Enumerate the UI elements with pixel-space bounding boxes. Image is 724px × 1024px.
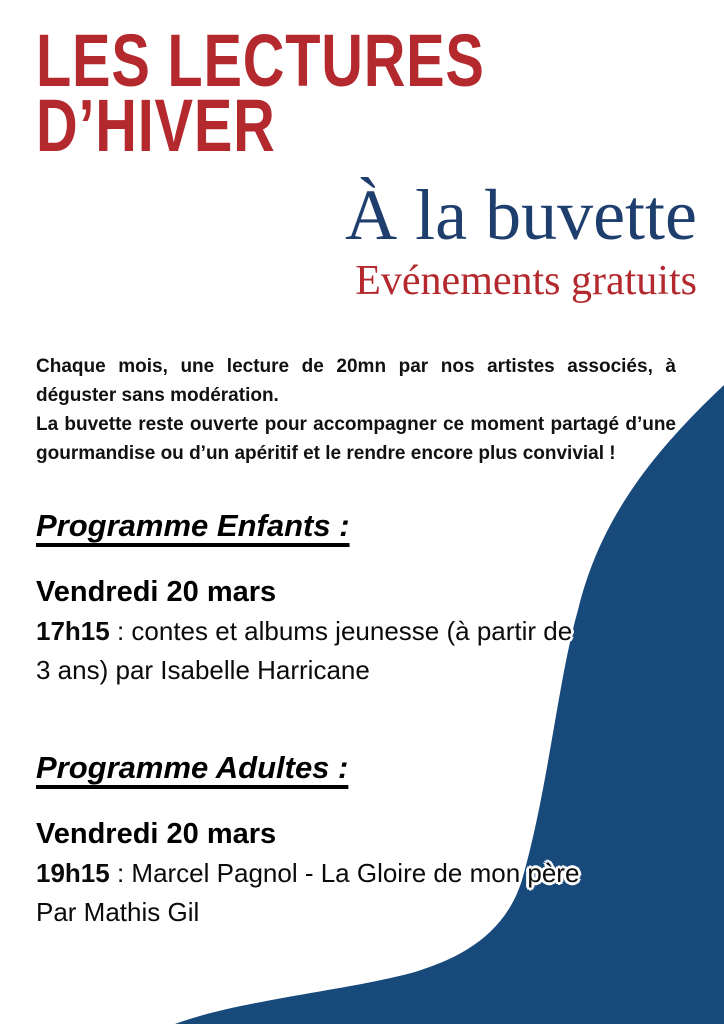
intro-line: Chaque mois, une lecture de 20mn par nos artistes associés, à [36,356,676,377]
event-time: 19h15 [36,858,110,888]
page-title-line2: D’HIVER [36,84,276,167]
event-details-line [36,612,572,651]
event-time: 17h15 [36,616,110,646]
event-details-line [36,854,579,893]
venue-subtitle: À la buvette [345,175,697,255]
intro-line: déguster sans modération. [36,385,279,406]
page-title [36,19,485,167]
event-date-enfants: Vendredi 20 mars [36,576,277,608]
section-heading-adultes: Programme Adultes : [36,750,349,785]
event-details-line: 3 ans) par Isabelle Harricane [36,655,370,685]
event-date-adultes: Vendredi 20 mars [36,818,277,850]
intro-line: gourmandise ou d’un apéritif et le rendre encore plus convivial ! [36,443,616,464]
event-description: : Marcel Pagnol - La Gloire de mon père [109,858,580,888]
intro-paragraph [36,352,676,468]
section-heading-enfants: Programme Enfants : [36,508,350,543]
free-events-tagline: Evénements gratuits [355,258,697,304]
intro-line: La buvette reste ouverte pour accompagner ce moment partagé d’une [36,414,676,435]
event-details-enfants [36,612,572,690]
event-details-line: Par Mathis Gil [36,897,200,927]
subtitle-block [345,176,697,304]
page-title-line1: LES LECTURES [36,19,485,102]
event-details-adultes [36,854,579,932]
event-description: : contes et albums jeunesse (à partir de [109,616,573,646]
